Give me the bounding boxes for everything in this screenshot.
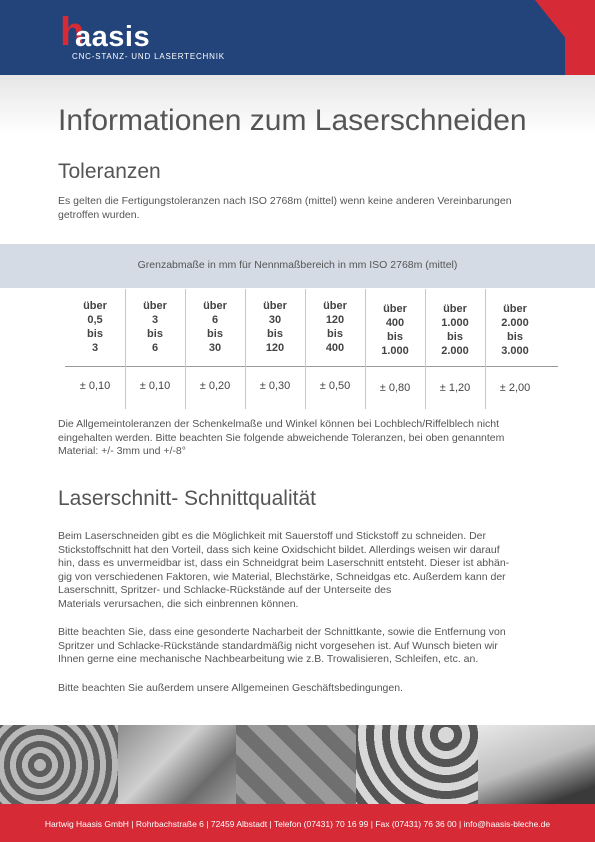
range-text: bis	[327, 328, 343, 340]
paragraph-line: Spritzer und Schlacke-Rückstände standardmäßig nicht vorgesehen ist. Auf Wunsch bieten wir	[58, 639, 498, 652]
photo-round-blanks	[356, 725, 478, 813]
tolerance-table-caption: Grenzabmaße in mm für Nennmaßbereich in mm ISO 2768m (mittel)	[137, 259, 458, 271]
range-text: 3.000	[501, 345, 529, 357]
range-text: 2.000	[501, 317, 529, 329]
tolerance-value: ± 1,20	[439, 382, 471, 394]
tolerance-value: ± 0,20	[199, 380, 231, 392]
range-text: über	[383, 303, 407, 315]
range-text: 30	[208, 342, 222, 354]
tolerances-note	[58, 418, 548, 459]
quality-paragraph-1	[58, 530, 548, 611]
laser-parts-photo-strip	[0, 725, 595, 813]
photo-laser-cutting	[478, 725, 595, 813]
paragraph-line: Bitte beachten Sie außerdem unsere Allgemeinen Geschäftsbedingungen.	[58, 682, 403, 694]
range-text: 6	[211, 314, 219, 326]
paragraph-line: Beim Laserschneiden gibt es die Möglichkeit mit Sauerstoff und Stickstoff zu schneiden. Der	[58, 530, 487, 542]
range-header	[125, 299, 185, 355]
tolerances-heading: Toleranzen	[58, 160, 161, 183]
tolerances-intro-line: Es gelten die Fertigungstoleranzen nach ISO 2768m (mittel) wenn keine anderen Vereinbarungen	[58, 195, 512, 207]
quality-paragraph-3	[58, 682, 548, 696]
range-header	[365, 302, 425, 358]
range-text: 2.000	[441, 345, 469, 357]
range-text: 1.000	[441, 317, 469, 329]
table-column	[185, 289, 245, 407]
range-text: 400	[385, 317, 405, 329]
range-text: bis	[87, 328, 103, 340]
range-text: über	[443, 303, 467, 315]
range-text: 3	[151, 314, 159, 326]
range-text: bis	[447, 331, 463, 343]
paragraph-line: Bitte beachten Sie, dass eine gesonderte Nacharbeit der Schnittkante, sowie die Entfernung von	[58, 626, 506, 638]
page-header	[0, 0, 595, 75]
photo-cut-plates	[236, 725, 356, 813]
paragraph-line: gig von verschiedenen Faktoren, wie Material, Blechstärke, Schneidgas etc. Außerdem kann der	[58, 570, 506, 583]
paragraph-line: Ihnen gerne eine mechanische Nachbearbeitung wie z.B. Trowalisieren, Schleifen, etc. an.	[58, 653, 479, 665]
range-header	[245, 299, 305, 355]
logo-wordmark: aasis	[75, 21, 151, 53]
table-column	[245, 289, 305, 407]
page-footer	[0, 804, 595, 842]
range-text: 120	[325, 314, 345, 326]
tolerance-value: ± 0,80	[379, 382, 411, 394]
header-red-corner-fill	[565, 0, 595, 75]
range-text: 1.000	[381, 345, 409, 357]
tolerances-intro-line: getroffen wurden.	[58, 208, 140, 221]
range-text: über	[323, 300, 347, 312]
range-text: über	[203, 300, 227, 312]
range-text: über	[83, 300, 107, 312]
footer-contact: Hartwig Haasis GmbH | Rohrbachstraße 6 | 72459 Albstadt | Telefon (07431) 70 16 99 | Fax (07431) 76 36 00 | info@haasis-bleche.de	[44, 819, 551, 829]
range-text: 120	[265, 342, 285, 354]
range-text: bis	[267, 328, 283, 340]
paragraph-line: Stickstoffschnitt hat den Vorteil, dass sich keine Oxidschicht bildet. Allerdings weisen wir darauf	[58, 543, 500, 556]
range-text: bis	[387, 331, 403, 343]
tolerance-table-caption-band	[0, 244, 595, 288]
photo-perforated-sheet	[0, 725, 118, 813]
note-line: eingehalten werden. Bitte beachten Sie folgende abweichende Toleranzen, bei oben genanntem	[58, 431, 505, 444]
table-column	[425, 289, 485, 407]
table-column	[365, 289, 425, 407]
tolerances-intro	[58, 195, 548, 222]
table-column	[65, 289, 125, 407]
tolerance-value: ± 0,10	[139, 380, 171, 392]
paragraph-line: Laserschnitt, Spritzer- und Schlacke-Rückstände auf der Unterseite des	[58, 584, 392, 596]
page-title: Informationen zum Laserschneiden	[58, 104, 527, 137]
range-text: 0,5	[87, 314, 103, 326]
range-header	[305, 299, 365, 355]
quality-heading: Laserschnitt- Schnittqualität	[58, 487, 316, 510]
range-text: bis	[147, 328, 163, 340]
note-line: Die Allgemeintoleranzen der Schenkelmaße und Winkel können bei Lochblech/Riffelblech nicht	[58, 418, 500, 430]
range-text: über	[143, 300, 167, 312]
range-text: 400	[325, 342, 345, 354]
tolerance-value: ± 0,50	[319, 380, 351, 392]
range-header	[185, 299, 245, 355]
tolerance-value: ± 0,10	[79, 380, 111, 392]
range-header	[65, 299, 125, 355]
paragraph-line: Materials verursachen, die sich einbrennen können.	[58, 597, 299, 610]
range-text: bis	[507, 331, 523, 343]
table-column	[305, 289, 365, 407]
range-text: über	[503, 303, 527, 315]
range-header	[425, 302, 485, 358]
paragraph-line: hin, dass es unvermeidbar ist, dass ein Schneidgrat beim Laserschnitt entsteht. Dieser ist abhän-	[58, 557, 510, 569]
range-header	[485, 302, 545, 358]
range-text: 6	[151, 342, 159, 354]
range-text: bis	[207, 328, 223, 340]
table-column	[485, 289, 545, 407]
photo-bent-parts	[118, 725, 236, 813]
logo-tagline: CNC-STANZ- UND LASERTECHNIK	[72, 52, 225, 61]
note-line: Material: +/- 3mm und +/-8°	[58, 445, 186, 457]
quality-paragraph-2	[58, 626, 548, 667]
tolerance-value: ± 0,30	[259, 380, 291, 392]
logo-h: h	[60, 10, 85, 54]
range-text: 3	[91, 342, 99, 354]
range-text: über	[263, 300, 287, 312]
range-text: 30	[268, 314, 282, 326]
table-column	[125, 289, 185, 407]
tolerance-value: ± 2,00	[499, 382, 531, 394]
